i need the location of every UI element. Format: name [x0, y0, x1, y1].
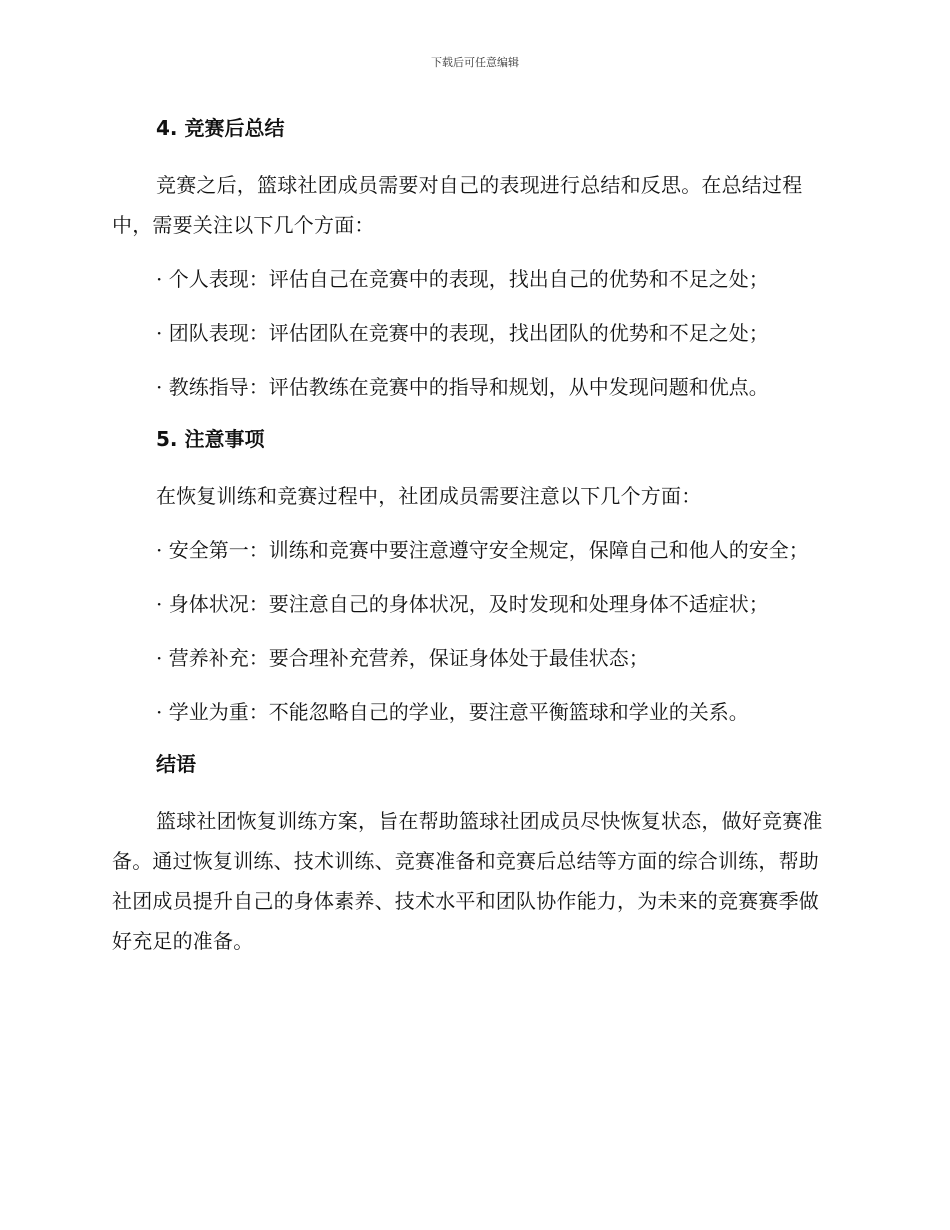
section-5-heading: 5. 注意事项: [156, 427, 265, 451]
section-5-bullet-3: · 营养补充：要合理补充营养，保证身体处于最佳状态；: [156, 646, 649, 670]
document-body: [112, 110, 832, 975]
conclusion-text: 篮球社团恢复训练方案，旨在帮助篮球社团成员尽快恢复状态，做好竞赛准备。通过恢复训练、技术训练、竞赛准备和竞赛后总结等方面的综合训练，帮助社团成员提升自己的身体素养、技术水平和团队协作能力，为未来的竞赛赛季做好充足的准备。: [112, 809, 823, 953]
section-5-bullet-2: · 身体状况：要注意自己的身体状况，及时发现和处理身体不适症状；: [156, 592, 769, 616]
section-5-bullet-1: · 安全第一：训练和竞赛中要注意遵守安全规定，保障自己和他人的安全；: [156, 538, 809, 562]
header-note: 下载后可任意编辑: [431, 56, 519, 69]
section-5-bullet-4: · 学业为重：不能忽略自己的学业，要注意平衡篮球和学业的关系。: [156, 700, 749, 724]
conclusion-heading: 结语: [156, 752, 196, 776]
section-4-bullet-3: · 教练指导：评估教练在竞赛中的指导和规划，从中发现问题和优点。: [156, 375, 769, 399]
section-5-intro: 在恢复训练和竞赛过程中，社团成员需要注意以下几个方面：: [156, 484, 702, 508]
section-4-heading: 4. 竞赛后总结: [156, 116, 285, 140]
section-4-bullet-2: · 团队表现：评估团队在竞赛中的表现，找出团队的优势和不足之处；: [156, 321, 769, 345]
section-4-bullet-1: · 个人表现：评估自己在竞赛中的表现，找出自己的优势和不足之处；: [156, 267, 769, 291]
section-4-intro: 竞赛之后，篮球社团成员需要对自己的表现进行总结和反思。在总结过程中，需要关注以下几个方面：: [112, 173, 803, 237]
